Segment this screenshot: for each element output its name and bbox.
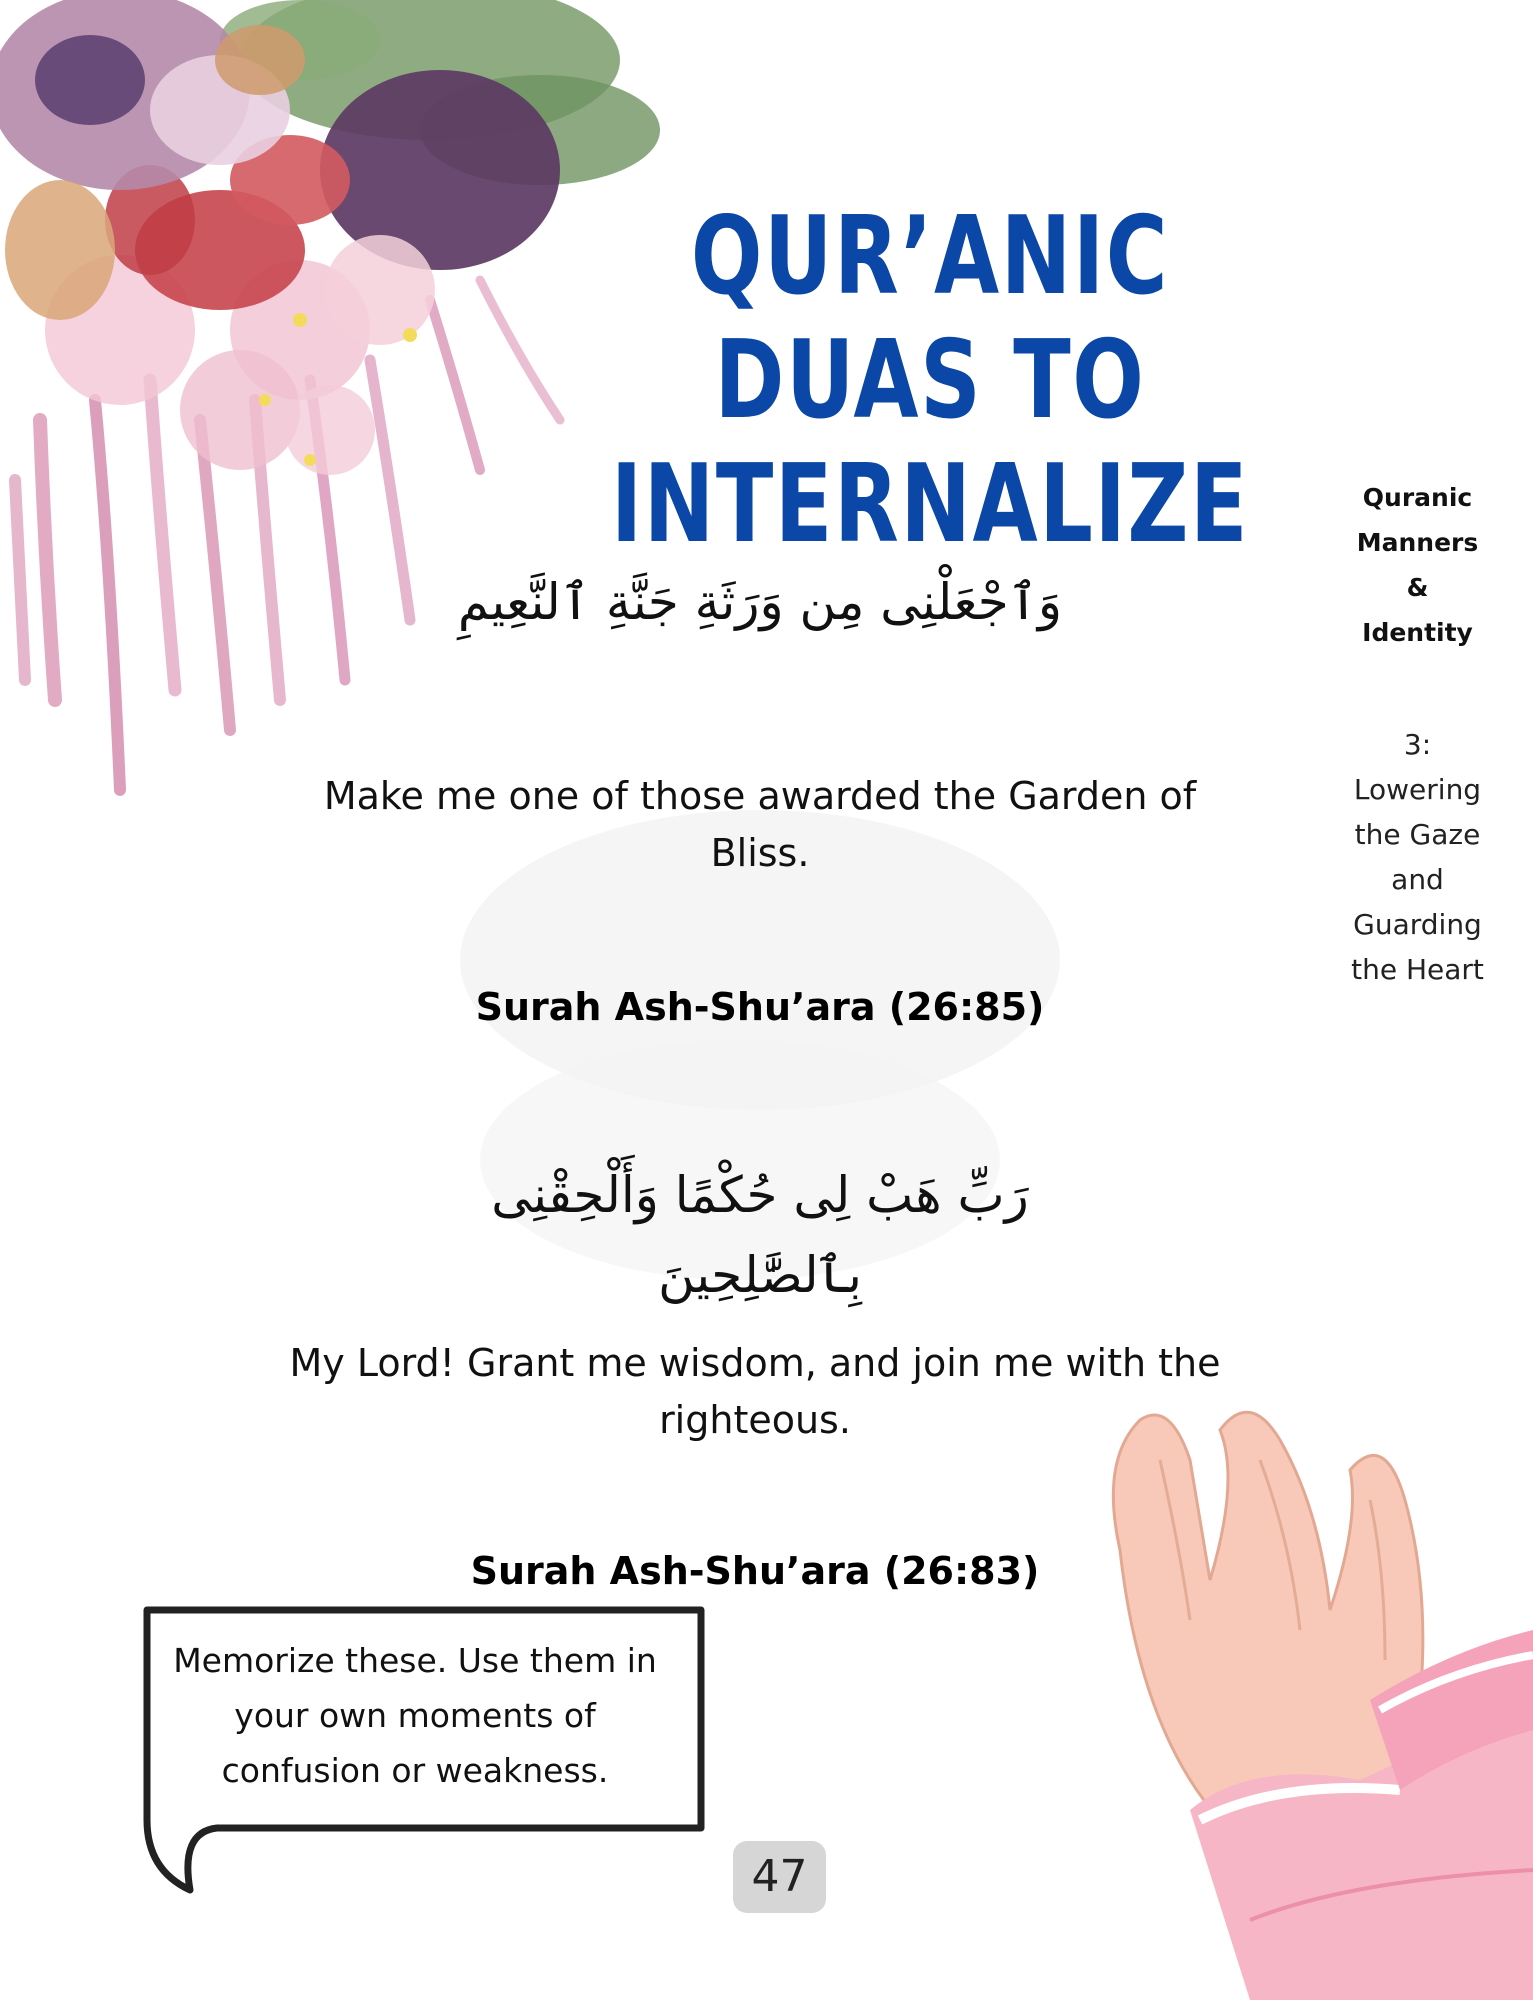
dua-2-arabic: رَبِّ هَبْ لِى حُكْمًا وَأَلْحِقْنِى بِٱلصَّٰلِحِينَ — [491, 1166, 1029, 1304]
dua-1-reference: Surah Ash-Shu’ara (26:85) — [475, 985, 1045, 1029]
title-line-1: QUR’ANIC DUAS TO — [690, 194, 1170, 443]
page-title — [610, 195, 1250, 567]
tip-text: Memorize these. Use them in your own moments of confusion or weakness. — [173, 1641, 657, 1790]
page-number-badge: 47 — [733, 1841, 826, 1913]
chapter-label-line: Identity — [1362, 618, 1473, 647]
dua-1-translation: Make me one of those awarded the Garden of Bliss. — [323, 774, 1197, 875]
section-label-line: the Heart — [1351, 953, 1484, 986]
dua-1-arabic: وَٱجْعَلْنِى مِن وَرَثَةِ جَنَّةِ ٱلنَّعِيمِ — [457, 573, 1063, 631]
section-label-line: and — [1391, 863, 1444, 896]
section-label-line: Lowering — [1353, 773, 1482, 806]
dua-2-translation: My Lord! Grant me wisdom, and join me with the righteous. — [289, 1341, 1221, 1442]
dua-2-reference: Surah Ash-Shu’ara (26:83) — [470, 1549, 1040, 1593]
section-label — [1340, 722, 1495, 992]
chapter-label-line: Quranic — [1362, 483, 1473, 512]
chapter-label — [1345, 475, 1490, 655]
section-label-line: Guarding — [1353, 908, 1482, 941]
section-label-line: 3: — [1403, 728, 1432, 761]
section-label-line: the Gaze — [1354, 818, 1481, 851]
praying-hands-illustration — [1100, 1400, 1533, 2000]
title-line-2: INTERNALIZE — [610, 442, 1250, 567]
chapter-label-line: Manners & — [1356, 528, 1479, 602]
